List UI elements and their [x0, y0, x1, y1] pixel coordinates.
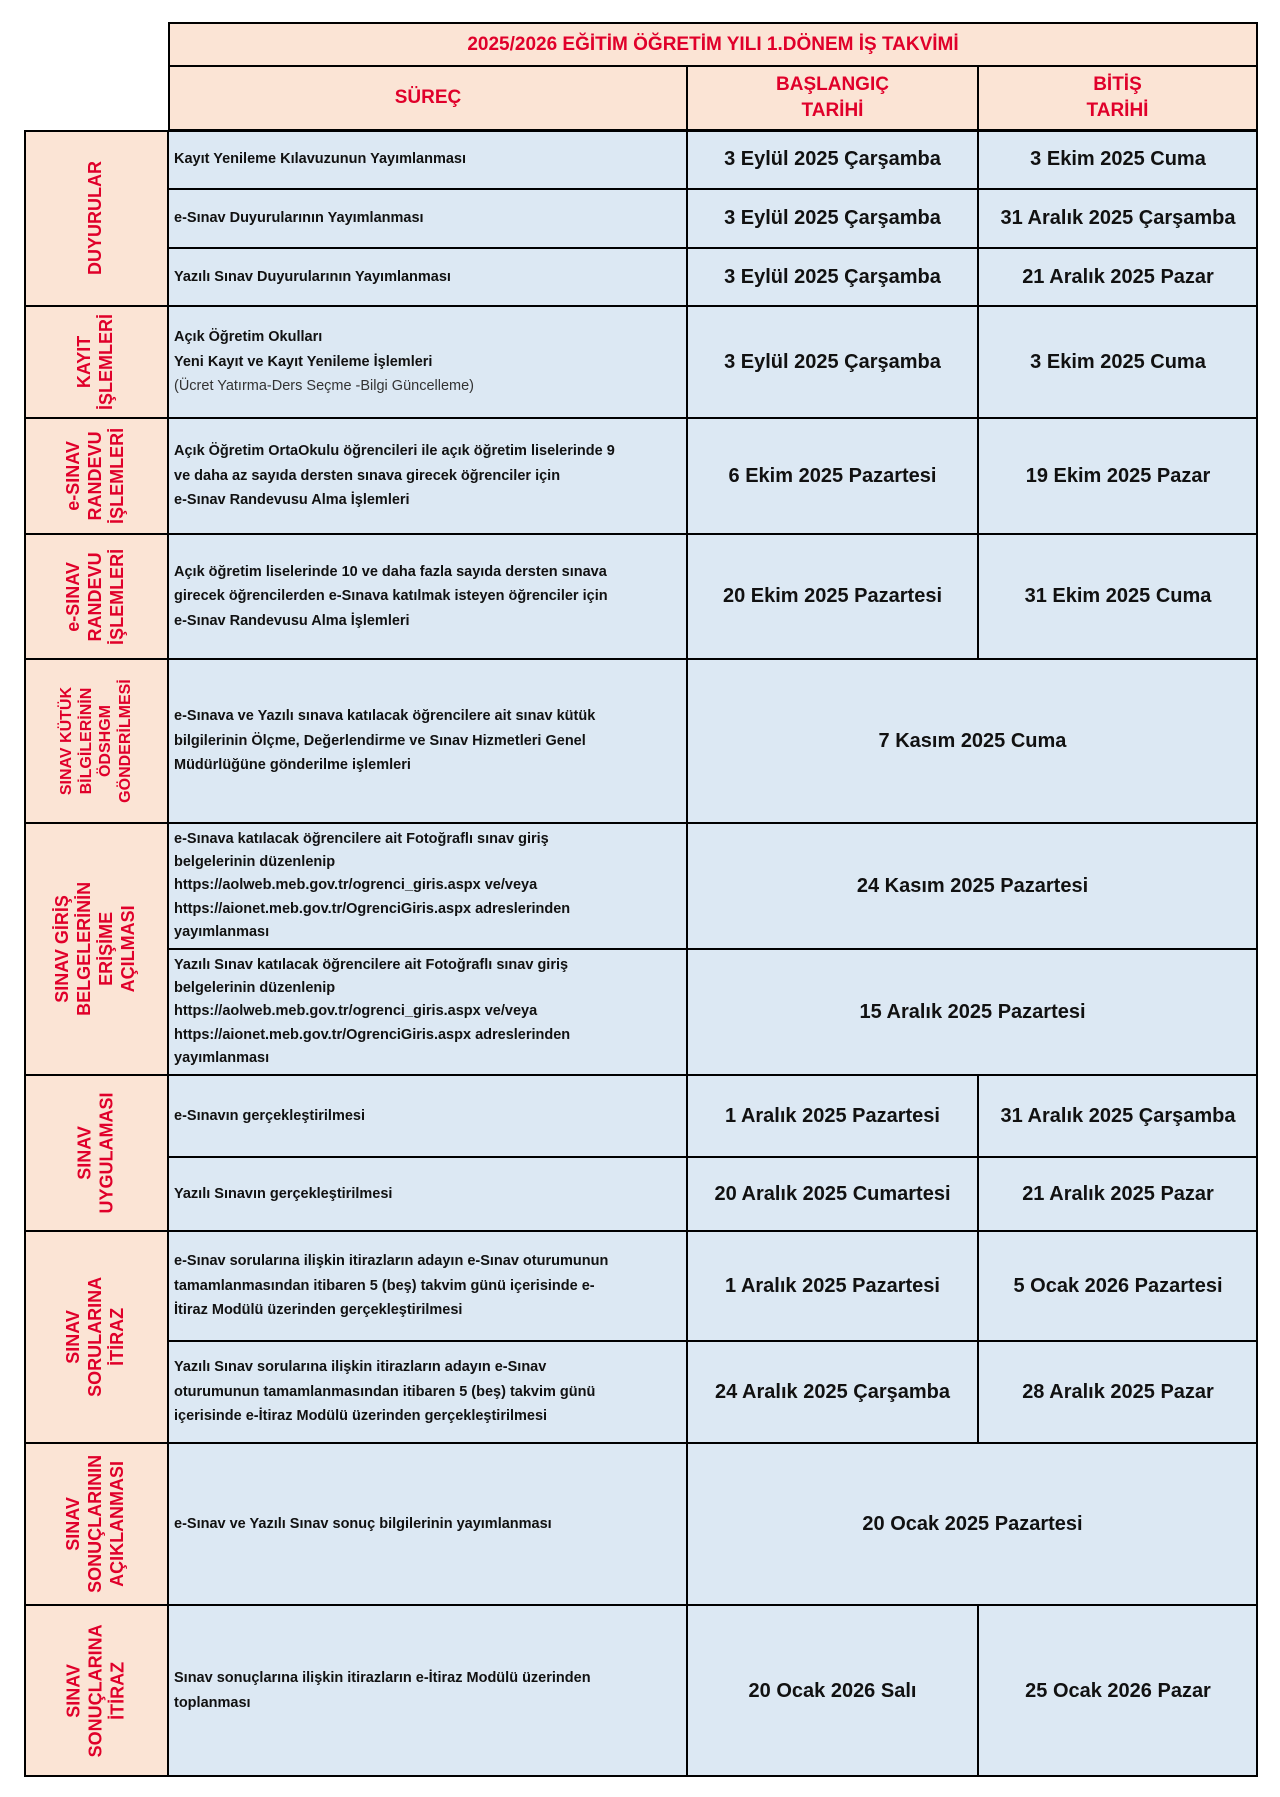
end-date-cell: 28 Aralık 2025 Pazar — [978, 1341, 1258, 1443]
page-title: 2025/2026 EĞİTİM ÖĞRETİM YILI 1.DÖNEM İŞ TAKVİMİ — [168, 22, 1258, 66]
table-row-process: e-Sınav ve Yazılı Sınav sonuç bilgilerinin yayımlanması — [168, 1443, 687, 1605]
header-end-date: BİTİŞ TARİHİ — [978, 66, 1258, 130]
start-date-cell: 20 Ekim 2025 Pazartesi — [687, 534, 978, 659]
end-date-cell: 25 Ocak 2026 Pazar — [978, 1605, 1258, 1777]
category-results-announcement: SINAV SONUÇLARININ AÇIKLANMASI — [24, 1443, 168, 1605]
start-date-cell: 24 Aralık 2025 Çarşamba — [687, 1341, 978, 1443]
table-row-process: Yazılı Sınav Duyurularının Yayımlanması — [168, 248, 687, 306]
table-row-process: Yazılı Sınavın gerçekleştirilmesi — [168, 1157, 687, 1231]
table-row-process: Yazılı Sınav sorularına ilişkin itirazların adayın e-Sınav oturumunun tamamlanmasından itibaren 5 (beş) takvim günü içerisinde e-İtiraz Modülü üzerinden gerçekleştirilmesi — [168, 1341, 687, 1443]
merged-date-cell: 15 Aralık 2025 Pazartesi — [687, 949, 1258, 1075]
category-esinav-appointment-1: e-SINAV RANDEVU İŞLEMLERİ — [24, 418, 168, 534]
table-row-process: e-Sınava katılacak öğrencilere ait Fotoğraflı sınav giriş belgelerinin düzenlenip https://aolweb.meb.gov.tr/ogrenci_giris.aspx ve/veya https://aionet.meb.gov.tr/OgrenciGiris.aspx adreslerinden yayımlanması — [168, 823, 687, 949]
start-date-cell: 20 Aralık 2025 Cumartesi — [687, 1157, 978, 1231]
merged-date-cell: 7 Kasım 2025 Cuma — [687, 659, 1258, 823]
merged-date-cell: 20 Ocak 2025 Pazartesi — [687, 1443, 1258, 1605]
start-date-cell: 3 Eylül 2025 Çarşamba — [687, 248, 978, 306]
start-date-cell: 6 Ekim 2025 Pazartesi — [687, 418, 978, 534]
end-date-cell: 31 Aralık 2025 Çarşamba — [978, 1075, 1258, 1157]
header-process: SÜREÇ — [168, 66, 687, 130]
table-row-process: Kayıt Yenileme Kılavuzunun Yayımlanması — [168, 130, 687, 189]
start-date-cell: 3 Eylül 2025 Çarşamba — [687, 130, 978, 189]
end-date-cell: 21 Aralık 2025 Pazar — [978, 1157, 1258, 1231]
table-row-process: Sınav sonuçlarına ilişkin itirazların e-İtiraz Modülü üzerinden toplanması — [168, 1605, 687, 1777]
category-announcements: DUYURULAR — [24, 130, 168, 306]
category-exam-records: SINAV KÜTÜK BİLGİLERİNİN ÖDSHGM GÖNDERİLMESİ — [24, 659, 168, 823]
table-row-process: e-Sınav sorularına ilişkin itirazların adayın e-Sınav oturumunun tamamlanmasından itibaren 5 (beş) takvim günü içerisinde e- İtiraz Modülü üzerinden gerçekleştirilmesi — [168, 1231, 687, 1341]
table-row-process: e-Sınava ve Yazılı sınava katılacak öğrencilere ait sınav kütük bilgilerinin Ölçme, Değerlendirme ve Sınav Hizmetleri Genel Müdürlüğüne gönderilme işlemleri — [168, 659, 687, 823]
end-date-cell: 5 Ocak 2026 Pazartesi — [978, 1231, 1258, 1341]
table-row-process: Yazılı Sınav katılacak öğrencilere ait Fotoğraflı sınav giriş belgelerinin düzenlenip https://aolweb.meb.gov.tr/ogrenci_giris.aspx ve/veya https://aionet.meb.gov.tr/OgrenciGiris.aspx adreslerinden yayımlanması — [168, 949, 687, 1075]
start-date-cell: 1 Aralık 2025 Pazartesi — [687, 1231, 978, 1341]
process-text: Açık Öğretim Okulları Yeni Kayıt ve Kayıt Yenileme İşlemleri — [174, 329, 433, 370]
start-date-cell: 20 Ocak 2026 Salı — [687, 1605, 978, 1777]
start-date-cell: 3 Eylül 2025 Çarşamba — [687, 306, 978, 418]
end-date-cell: 21 Aralık 2025 Pazar — [978, 248, 1258, 306]
merged-date-cell: 24 Kasım 2025 Pazartesi — [687, 823, 1258, 949]
table-row-process: Açık öğretim liselerinde 10 ve daha fazla sayıda dersten sınava girecek öğrencilerden e-Sınava katılmak isteyen öğrenciler için e-Sınav Randevusu Alma İşlemleri — [168, 534, 687, 659]
start-date-cell: 1 Aralık 2025 Pazartesi — [687, 1075, 978, 1157]
end-date-cell: 31 Aralık 2025 Çarşamba — [978, 189, 1258, 248]
category-esinav-appointment-2: e-SINAV RANDEVU İŞLEMLERİ — [24, 534, 168, 659]
category-entry-documents: SINAV GİRİŞ BELGELERİNİN ERİŞİME AÇILMASI — [24, 823, 168, 1075]
end-date-cell: 3 Ekim 2025 Cuma — [978, 130, 1258, 189]
category-results-objection: SINAV SONUÇLARINA İTİRAZ — [24, 1605, 168, 1777]
end-date-cell: 19 Ekim 2025 Pazar — [978, 418, 1258, 534]
table-row-process: e-Sınav Duyurularının Yayımlanması — [168, 189, 687, 248]
category-exam-application: SINAV UYGULAMASI — [24, 1075, 168, 1231]
end-date-cell: 31 Ekim 2025 Cuma — [978, 534, 1258, 659]
start-date-cell: 3 Eylül 2025 Çarşamba — [687, 189, 978, 248]
table-row-process: e-Sınavın gerçekleştirilmesi — [168, 1075, 687, 1157]
table-row-process: Açık Öğretim OrtaOkulu öğrencileri ile açık öğretim liselerinde 9 ve daha az sayıda dersten sınava girecek öğrenciler için e-Sınav Randevusu Alma İşlemleri — [168, 418, 687, 534]
category-question-objection: SINAV SORULARINA İTİRAZ — [24, 1231, 168, 1443]
category-registration: KAYIT İŞLEMLERİ — [24, 306, 168, 418]
process-note: (Ücret Yatırma-Ders Seçme -Bilgi Güncelleme) — [174, 378, 475, 395]
table-row-process — [168, 306, 687, 418]
end-date-cell: 3 Ekim 2025 Cuma — [978, 306, 1258, 418]
header-start-date: BAŞLANGIÇ TARİHİ — [687, 66, 978, 130]
